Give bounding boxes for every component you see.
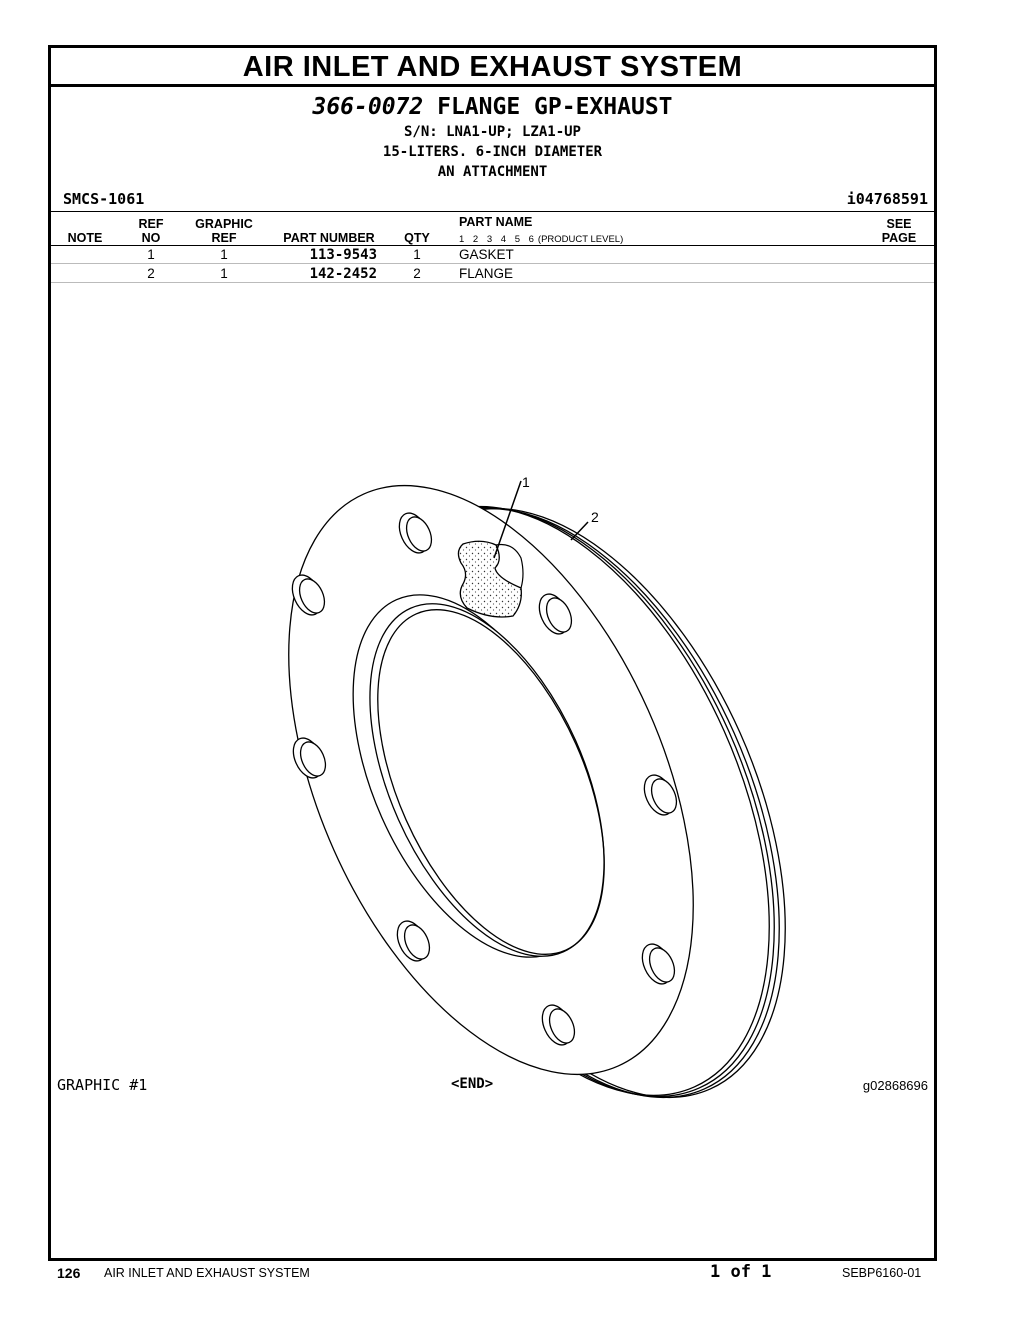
group-name: FLANGE GP-EXHAUST (437, 94, 673, 120)
page-frame (48, 45, 937, 1261)
graphic-label: GRAPHIC #1 (57, 1076, 148, 1094)
smcs-code: SMCS-1061 (63, 190, 145, 208)
flange-outline (207, 424, 868, 1159)
end-label: <END> (451, 1076, 494, 1092)
col-header-note: NOTE (67, 231, 103, 245)
col-header-graphic-ref-bottom: REF (211, 231, 237, 245)
col-header-ref-no-bottom: NO (141, 231, 161, 245)
row-part-number[interactable]: 113-9543 (309, 247, 377, 263)
product-level-label: (PRODUCT LEVEL) (537, 234, 624, 245)
col-header-graphic-ref-top: GRAPHIC (195, 217, 253, 231)
col-header-see-page-bottom: PAGE (881, 231, 917, 245)
row-qty: 1 (413, 247, 421, 262)
row-graphic-ref: 1 (220, 247, 228, 262)
serial-range: S/N: LNA1-UP; LZA1-UP (403, 124, 581, 140)
col-header-qty: QTY (404, 231, 430, 245)
document-id: SEBP6160-01 (842, 1266, 922, 1280)
group-number: 366-0072 (312, 94, 424, 120)
row-graphic-ref: 1 (220, 266, 228, 281)
row-qty: 2 (413, 266, 421, 281)
col-header-part-number: PART NUMBER (283, 231, 375, 245)
group-description: 15-LITERS. 6-INCH DIAMETER (382, 144, 603, 160)
callout-2: 2 (591, 509, 599, 525)
group-description-2: AN ATTACHMENT (437, 164, 548, 180)
row-part-number[interactable]: 142-2452 (309, 266, 377, 282)
illustration-id: i04768591 (846, 190, 928, 208)
callout-1: 1 (522, 474, 530, 490)
row-ref-no: 1 (147, 247, 155, 262)
level-numbers: 1 2 3 4 5 6 (459, 234, 534, 245)
footer-section: AIR INLET AND EXHAUST SYSTEM (104, 1266, 310, 1280)
col-header-part-name: PART NAME (459, 215, 533, 229)
page-number: 126 (57, 1265, 81, 1281)
row-part-name: GASKET (459, 247, 514, 262)
graphic-id: g02868696 (862, 1078, 928, 1093)
col-header-ref-no-top: REF (138, 217, 164, 231)
page-of: 1 of 1 (710, 1262, 772, 1282)
row-ref-no: 2 (147, 266, 155, 281)
page-title: AIR INLET AND EXHAUST SYSTEM (242, 51, 743, 83)
col-header-see-page-top: SEE (886, 217, 912, 231)
row-part-name: FLANGE (459, 266, 514, 281)
